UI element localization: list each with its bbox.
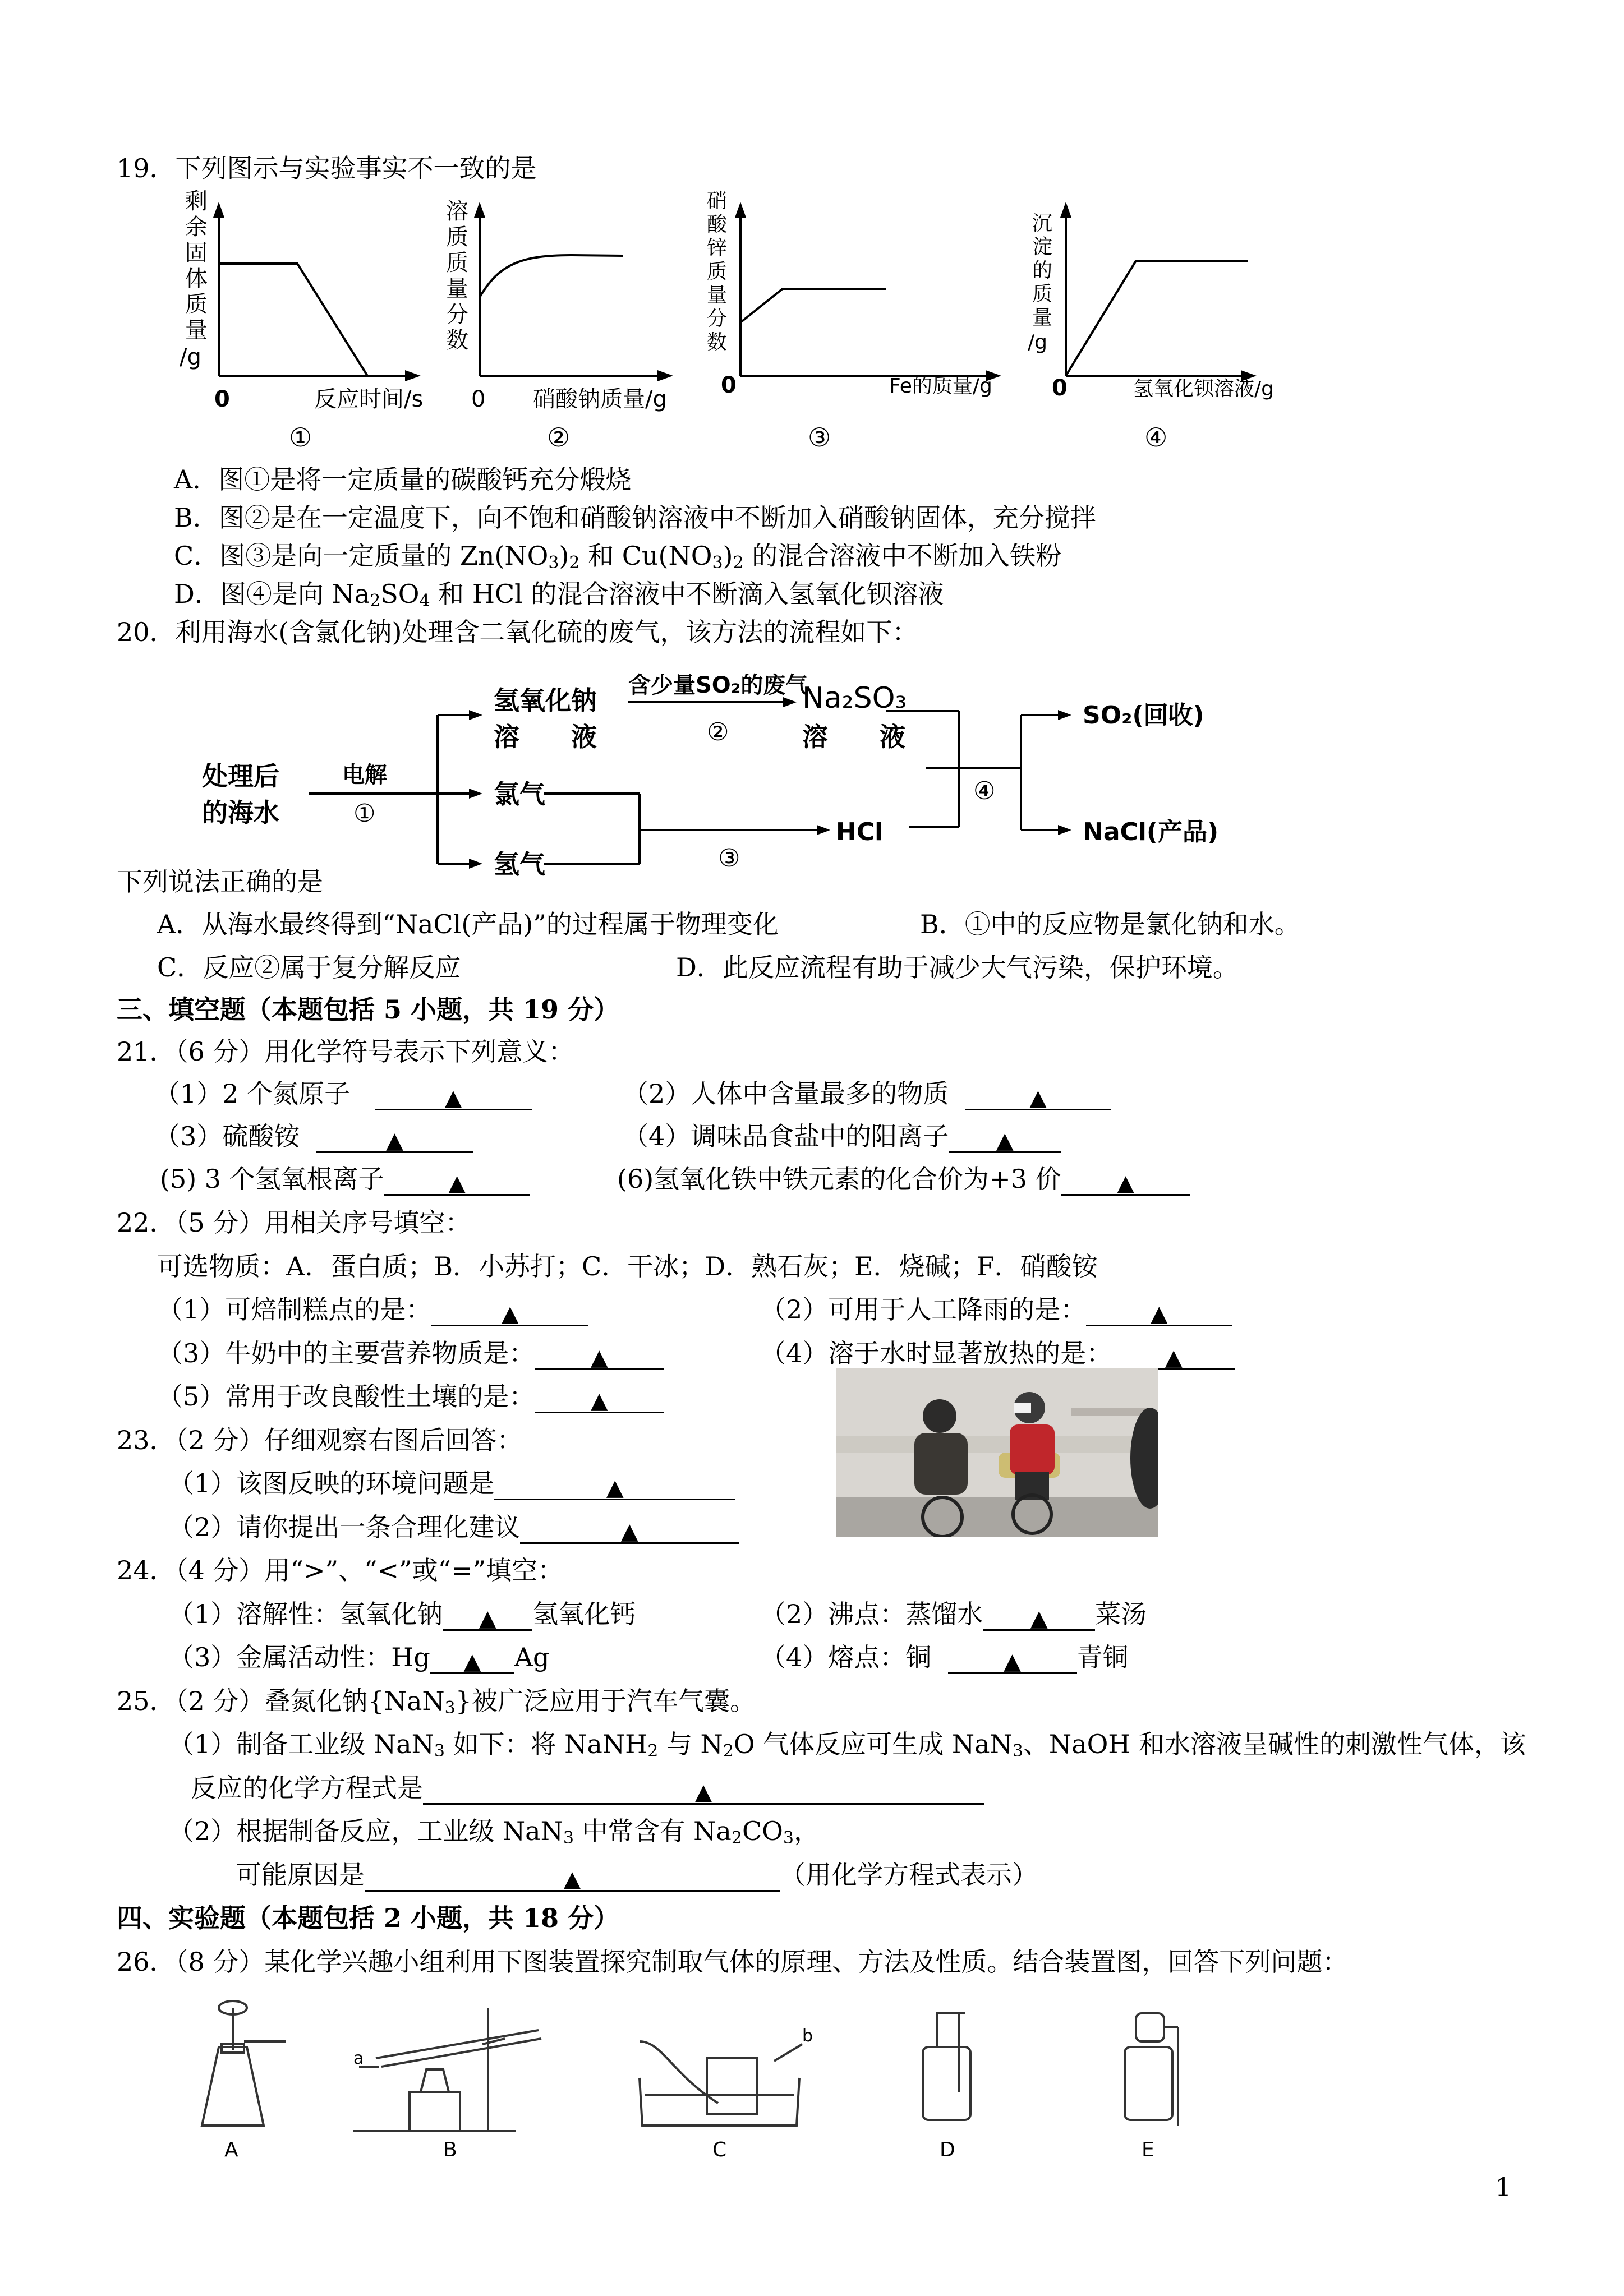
flow-electrolysis: 电解 (342, 762, 387, 788)
apparatus-label-small-b: b (802, 2026, 813, 2046)
smog-cyclists-photo (836, 1368, 1158, 1537)
graph-3 (698, 185, 1046, 421)
flow-start-line1: 处理后 (202, 761, 279, 791)
flow-na2so3: Na₂SO₃ (802, 681, 907, 715)
q25-item-2-line2: 可能原因是 ▲ （用化学方程式表示） (236, 1860, 1038, 1892)
q21-item-6: (6)氢氧化铁中铁元素的化合价为+3 价 ▲ (617, 1162, 1190, 1196)
q25-item-1: （1）制备工业级 NaN$_3$ 如下：将 NaNH$_2$ 与 $N_2O$ 气体反应可生成 NaN$_3$、NaOH 和水溶液呈碱性的刺激性气体，该 (168, 1729, 1526, 1761)
q21-item-2: （2）人体中含量最多的物质 ▲ (623, 1077, 1111, 1110)
answer-blank[interactable]: ▲ (430, 1643, 514, 1674)
flow-step-3: ③ (718, 844, 740, 873)
flow-step-2: ② (707, 718, 729, 746)
answer-blank[interactable]: ▲ (384, 1165, 530, 1196)
graph2-origin: 0 (471, 386, 486, 412)
q23-item-2: （2）请你提出一条合理化建议 ▲ (168, 1510, 739, 1544)
graph4-ylabel-4: 质 (1032, 283, 1053, 306)
answer-blank[interactable]: ▲ (1112, 1339, 1235, 1370)
q20-stem: 20．利用海水(含氯化钠)处理含二氧化硫的废气，该方法的流程如下： (117, 617, 918, 647)
section-3-heading: 三、填空题（本题包括 5 小题，共 19 分） (117, 994, 620, 1025)
apparatus-diagram (168, 1997, 1223, 2165)
graph1-ylabel-2: 余 (185, 214, 208, 240)
graph-4 (1021, 185, 1313, 421)
q25-item-2: （2）根据制备反应，工业级 NaN$_3$ 中常含有 $Na_2CO_3$， (168, 1816, 820, 1848)
flow-start-line2: 的海水 (202, 797, 279, 828)
graph3-ylabel-7: 数 (707, 331, 728, 354)
graph4-ylabel-5: 量 (1032, 306, 1053, 329)
apparatus-label-small-a: a (353, 2049, 364, 2068)
answer-blank[interactable]: ▲ (1086, 1295, 1232, 1326)
q25-stem: 25．（2 分）叠氮化钠{NaN$_3$}被广泛应用于汽车气囊。 (117, 1686, 756, 1718)
graph1-ylabel-5: 质 (185, 292, 208, 317)
graph4-ylabel-3: 的 (1032, 259, 1053, 282)
q24-item-2: （2）沸点：蒸馏水 ▲ 菜汤 (760, 1599, 1147, 1631)
q24-item-1: （1）溶解性：氢氧化钠 ▲ 氢氧化钙 (168, 1599, 636, 1631)
graph3-ylabel-3: 锌 (707, 237, 728, 260)
q19-option-c: C．图③是向一定质量的 $Zn(NO_3)_2$ 和 $Cu(NO_3)_2$ 的混合溶液中不断加入铁粉 (174, 541, 1062, 573)
answer-blank[interactable]: ▲ (316, 1122, 473, 1153)
q21-stem: 21．（6 分）用化学符号表示下列意义： (117, 1036, 574, 1067)
q19-option-a: A．图①是将一定质量的碳酸钙充分煅烧 (174, 464, 632, 495)
q20-option-c: C．反应②属于复分解反应 (157, 952, 461, 983)
apparatus-label-b: B (443, 2138, 457, 2161)
flow-chlorine: 氯气 (494, 779, 545, 809)
flow-so2-recycle: SO₂(回收) (1083, 701, 1204, 730)
flow-diagram (191, 662, 1346, 897)
q21-item-3: （3）硫酸铵 ▲ (154, 1119, 473, 1153)
graph2-ylabel-3: 质 (446, 250, 468, 276)
answer-blank[interactable]: ▲ (375, 1080, 532, 1110)
answer-blank[interactable]: ▲ (520, 1513, 739, 1544)
graph1-ylabel-6: 量 (185, 317, 208, 343)
graph3-number: ③ (808, 422, 831, 453)
answer-blank[interactable]: ▲ (443, 1600, 532, 1631)
q19-stem: 19．下列图示与实验事实不一致的是 (117, 153, 537, 183)
graph1-ylabel-4: 体 (185, 266, 208, 292)
graph3-xlabel: Fe的质量/g (889, 375, 992, 398)
answer-blank[interactable]: ▲ (365, 1861, 780, 1892)
apparatus-label-d: D (940, 2138, 955, 2161)
answer-blank[interactable]: ▲ (1061, 1165, 1190, 1196)
q24-stem: 24．（4 分）用“>”、“<”或“=”填空： (117, 1555, 564, 1585)
q21-item-5: (5) 3 个氢氧根离子 ▲ (160, 1162, 530, 1196)
flow-step-4: ④ (973, 777, 996, 805)
answer-blank[interactable]: ▲ (431, 1295, 588, 1326)
q26-stem: 26．（8 分）某化学兴趣小组利用下图装置探究制取气体的原理、方法及性质。结合装置图，回答下列问题： (117, 1947, 1349, 1977)
q22-item-5: （5）常用于改良酸性土壤的是： ▲ (157, 1380, 664, 1413)
q20-option-a: A．从海水最终得到“NaCl(产品)”的过程属于物理变化 (157, 909, 779, 939)
graph2-number: ② (547, 422, 571, 453)
graph4-xlabel: 氢氧化钡溶液/g (1133, 377, 1274, 400)
graph3-ylabel-6: 分 (707, 307, 728, 330)
answer-blank[interactable]: ▲ (965, 1080, 1111, 1110)
graph1-ylabel-3: 固 (185, 240, 208, 266)
q22-item-4: （4）溶于水时显著放热的是： ▲ (760, 1336, 1235, 1370)
answer-blank[interactable]: ▲ (535, 1339, 664, 1370)
answer-blank[interactable]: ▲ (494, 1469, 735, 1500)
q19-option-b: B．图②是在一定温度下，向不饱和硝酸钠溶液中不断加入硝酸钠固体，充分搅拌 (174, 502, 1096, 533)
q22-item-1: （1）可焙制糕点的是： ▲ (157, 1293, 588, 1326)
apparatus-label-c: C (712, 2138, 727, 2161)
graph3-origin: 0 (721, 372, 737, 398)
flow-nacl-product: NaCl(产品) (1083, 818, 1219, 846)
section-4-heading: 四、实验题（本题包括 2 小题，共 18 分） (117, 1903, 620, 1933)
graph3-ylabel-4: 质 (707, 260, 728, 283)
flow-waste-gas: 含少量SO₂的废气 (628, 672, 808, 698)
flow-naoh-line1: 氢氧化钠 (494, 685, 597, 716)
q20-lead: 下列说法正确的是 (117, 866, 323, 897)
apparatus-label-a: A (224, 2138, 238, 2161)
answer-blank[interactable]: ▲ (948, 1643, 1077, 1674)
graph2-ylabel-6: 数 (446, 328, 468, 353)
graph4-origin: 0 (1052, 375, 1068, 401)
q23-item-1: （1）该图反映的环境问题是 ▲ (168, 1467, 735, 1500)
graph2-ylabel-5: 分 (446, 302, 468, 328)
graph3-ylabel-5: 量 (707, 284, 728, 307)
flow-step-1: ① (353, 799, 376, 828)
q21-item-1: （1）2 个氮原子 ▲ (154, 1077, 532, 1110)
graph1-number: ① (289, 422, 312, 453)
graph2-ylabel-4: 量 (446, 276, 468, 302)
graph2-ylabel-2: 质 (446, 224, 468, 250)
answer-blank[interactable]: ▲ (423, 1774, 984, 1805)
graph3-ylabel-2: 酸 (707, 213, 728, 236)
graph1-xlabel: 反应时间/s (314, 386, 424, 412)
graph4-ylabel-2: 淀 (1032, 236, 1053, 259)
flow-na2so3-line2: 溶 液 (802, 722, 905, 752)
flow-hydrogen: 氢气 (494, 849, 545, 879)
graph2-xlabel: 硝酸钠质量/g (533, 386, 667, 412)
q19-option-d: D．图④是向 $Na_2SO_4$ 和 HCl 的混合溶液中不断滴入氢氧化钡溶液 (174, 579, 944, 611)
q24-item-4: （4）熔点：铜 ▲ 青铜 (760, 1642, 1129, 1675)
page-number: 1 (1495, 2172, 1512, 2202)
q22-stem: 22．（5 分）用相关序号填空： (117, 1207, 471, 1238)
graph2-ylabel-1: 溶 (446, 199, 468, 224)
graph3-ylabel-1: 硝 (707, 190, 728, 213)
answer-blank[interactable]: ▲ (535, 1382, 664, 1413)
graph-1 (174, 185, 438, 421)
q20-option-d: D．此反应流程有助于减少大气污染，保护环境。 (676, 952, 1239, 983)
q25-item-1-line2: 反应的化学方程式是 ▲ (191, 1771, 984, 1805)
graph4-ylabel-1: 沉 (1032, 212, 1053, 235)
q21-item-4: （4）调味品食盐中的阳离子 ▲ (623, 1119, 1061, 1153)
flow-naoh-line2: 溶 液 (494, 722, 597, 752)
answer-blank[interactable]: ▲ (983, 1600, 1095, 1631)
q22-item-3: （3）牛奶中的主要营养物质是： ▲ (157, 1336, 664, 1370)
apparatus-label-e: E (1142, 2138, 1154, 2161)
graph-2 (438, 185, 701, 421)
graph1-ylabel-7: /g (180, 344, 201, 370)
graph4-ylabel-6: /g (1028, 331, 1047, 354)
graph1-ylabel-1: 剩 (185, 188, 208, 214)
q22-item-2: （2）可用于人工降雨的是： ▲ (760, 1293, 1232, 1326)
flow-hcl: HCl (836, 818, 884, 846)
graph1-origin: 0 (214, 386, 230, 412)
q22-choices: 可选物质：A．蛋白质；B．小苏打；C．干冰；D．熟石灰；E．烧碱；F．硝酸铵 (157, 1251, 1098, 1281)
answer-blank[interactable]: ▲ (949, 1122, 1061, 1153)
q23-stem: 23．（2 分）仔细观察右图后回答： (117, 1425, 523, 1455)
q24-item-3: （3）金属活动性：Hg ▲ Ag (168, 1642, 550, 1675)
q20-option-b: B．①中的反应物是氯化钠和水。 (920, 909, 1300, 939)
graph4-number: ④ (1144, 422, 1168, 453)
